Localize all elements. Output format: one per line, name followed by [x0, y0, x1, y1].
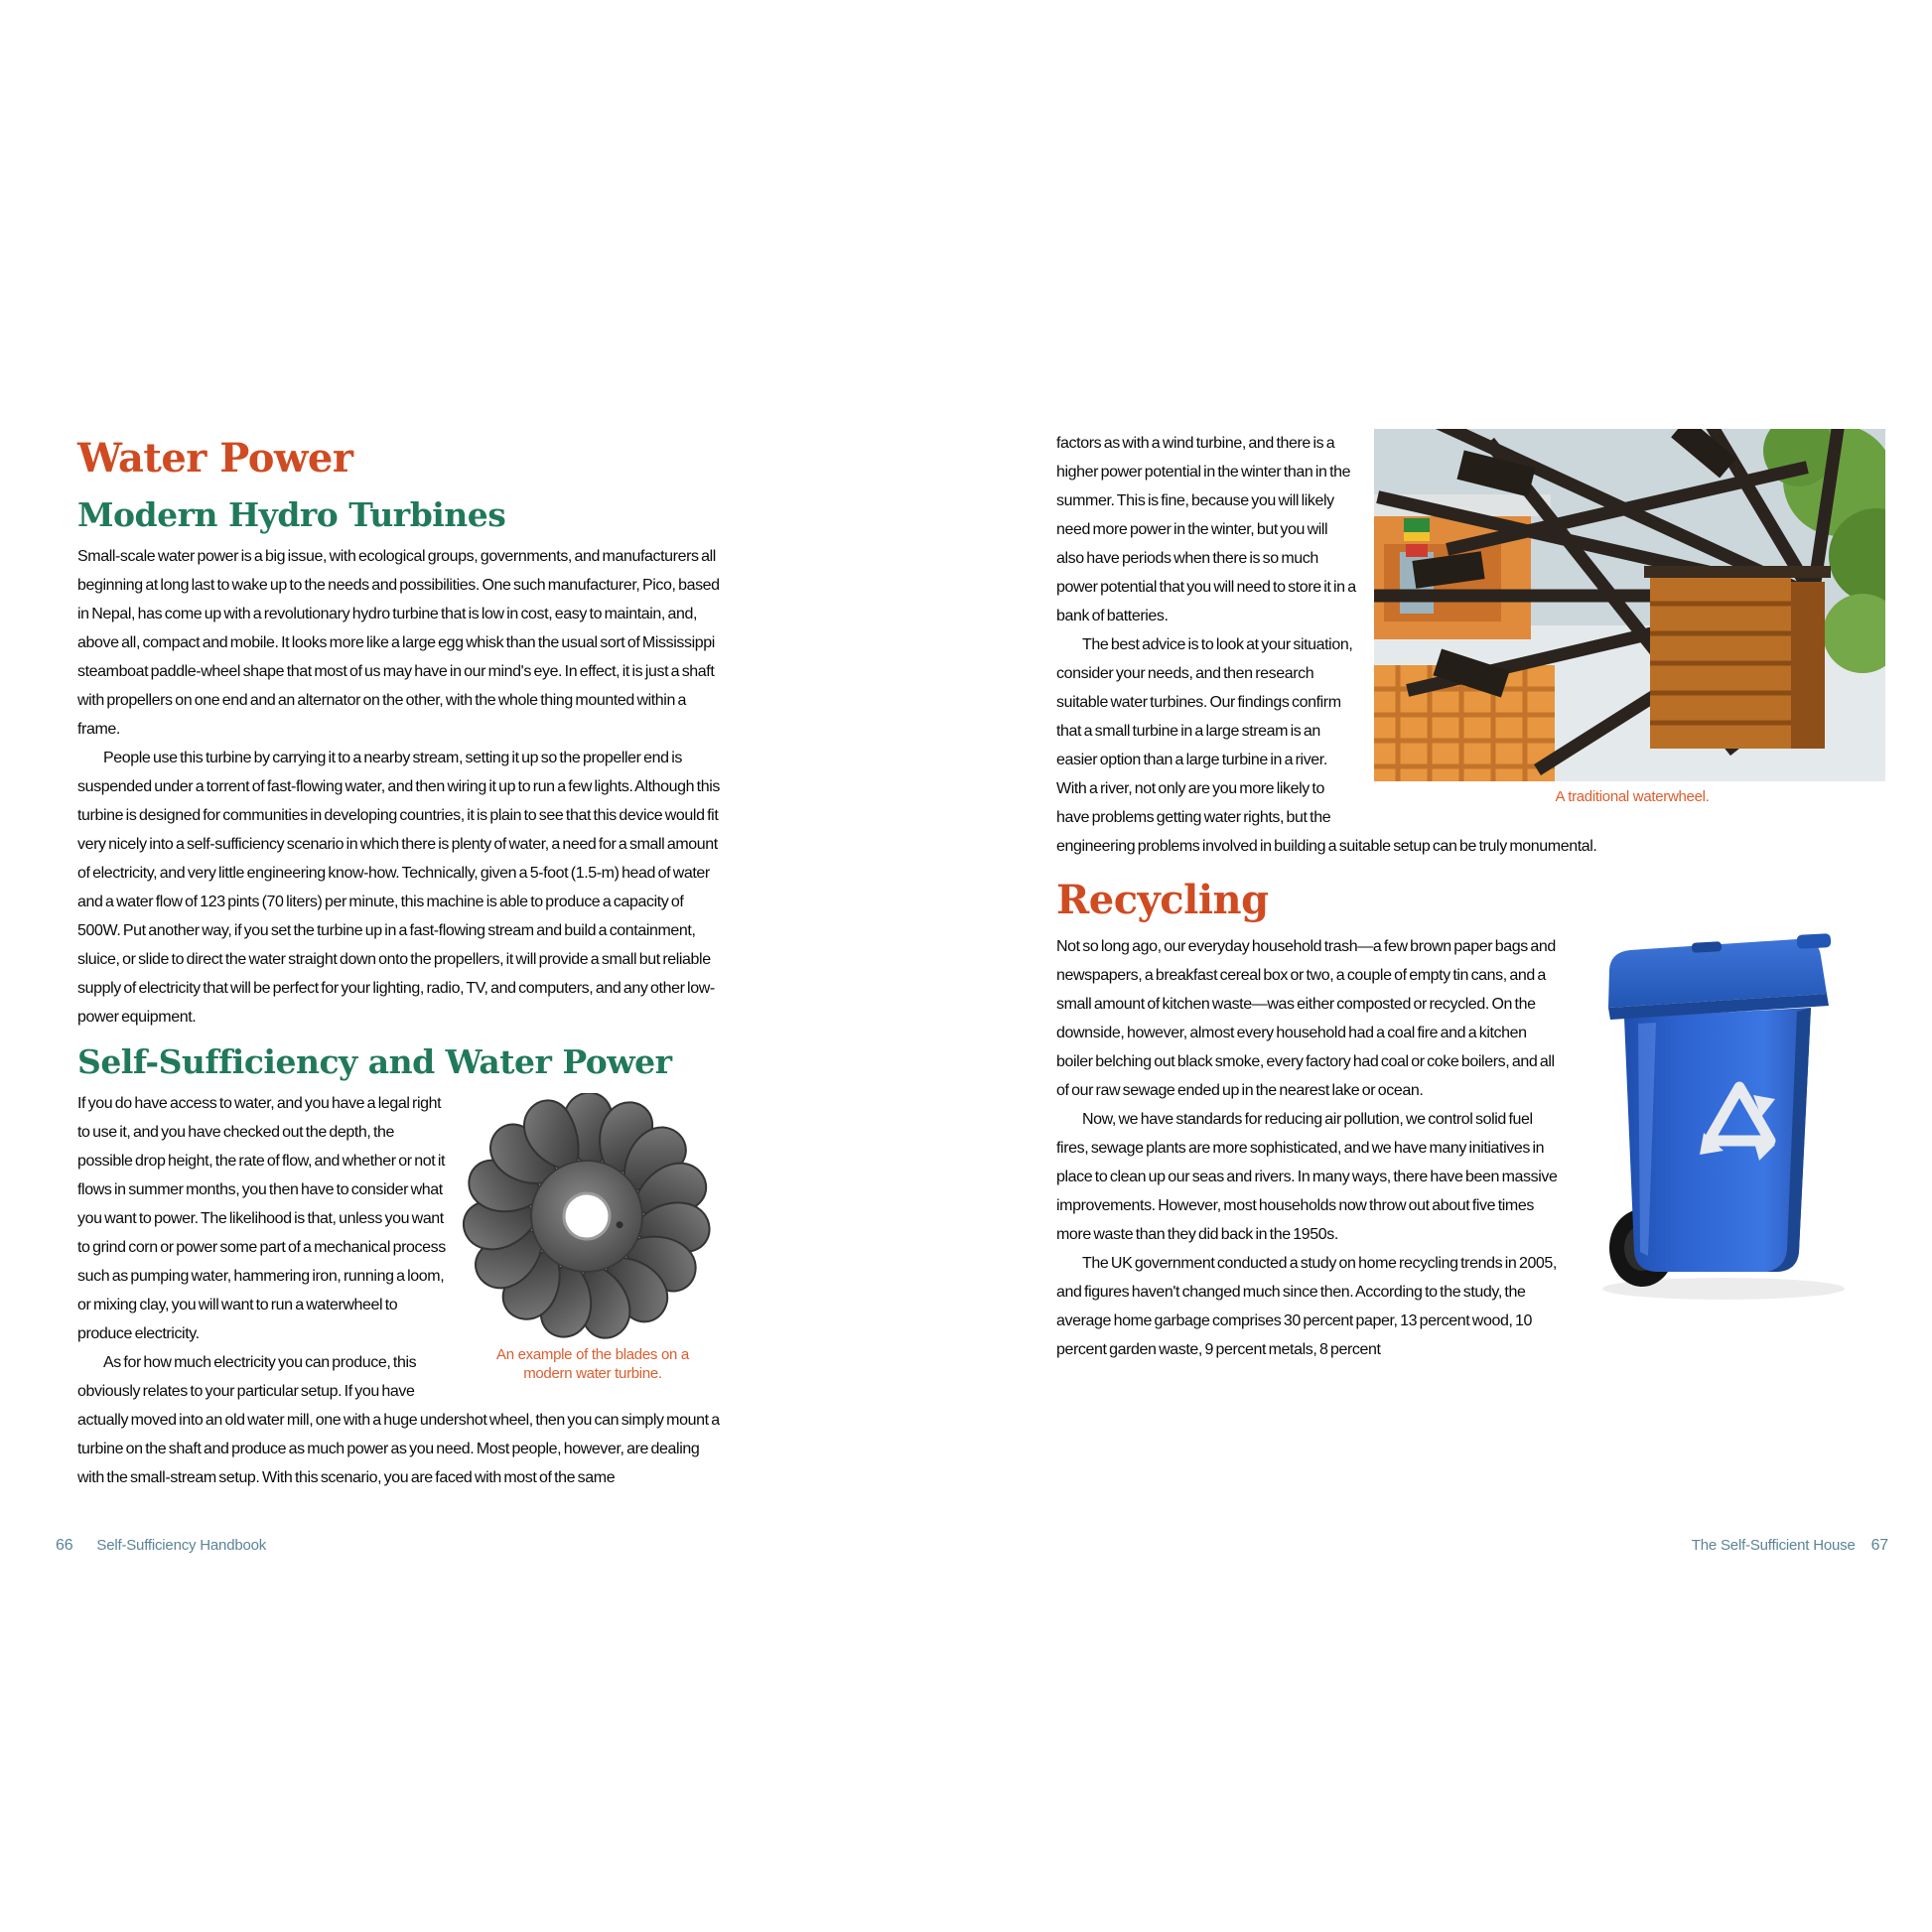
water-power-continued-section: [1056, 429, 1890, 861]
body-paragraph: factors as with a wind turbine, and there is a higher power potential in the winter than in the summer. This is fine, because you will likely need more power in the winter, but you will also have periods when there is so much power potential that you will need to store it in a bank of batteries.: [1056, 435, 1356, 624]
subsection-title-self-sufficiency-water-power: Self-Sufficiency and Water Power: [77, 1042, 672, 1081]
body-paragraph: Not so long ago, our everyday household trash—a few brown paper bags and newspapers, a breakfast cereal box or two, a couple of empty tin cans, and a small amount of kitchen waste—was either composted or recycled. On the downside, however, almost every household had a coal fire and a kitchen boiler belching out black smoke, every factory had coal or coke boilers, and all of our raw sewage ended up in the nearest lake or ocean.: [1056, 938, 1556, 1099]
self-sufficiency-section: [77, 1089, 723, 1492]
body-paragraph: Small-scale water power is a big issue, with ecological groups, governments, and manufacturers all beginning at long last to wake up to the needs and possibilities. One such manufacturer, Pico, based in Nepal, has come up with a revolutionary hydro turbine that is low in cost, easy to maintain, and, above all, compact and mobile. It looks more like a large egg whisk than the usual sort of Mississippi steamboat paddle-wheel shape that most of us may have in our mind's eye. In effect, it is just a shaft with propellers on one end and an alternator on the other, with the whole thing mounted within a frame.: [77, 548, 720, 738]
section-title-recycling: Recycling: [1056, 877, 1269, 923]
turbine-figure: [463, 1093, 723, 1383]
subsection-title-modern-hydro-turbines: Modern Hydro Turbines: [77, 495, 506, 534]
recycling-section: [1056, 879, 1890, 1364]
waterwheel-figure: [1374, 429, 1890, 806]
body-paragraph: As for how much electricity you can produce, this obviously relates to your particular setup. If you have actually moved into an old water mill, one with a huge undershot wheel, then you can simply mount a turbine on the shaft and produce as much power as you need. Most people, however, are dealing with the small-stream setup. With this scenario, you are faced with most of the same: [77, 1354, 720, 1486]
book-title: Self-Sufficiency Handbook: [96, 1537, 267, 1554]
body-paragraph: The best advice is to look at your situation, consider your needs, and then research suitable water turbines. Our findings confirm that a small turbine in a large stream is an easier option than a large turbine in a river. With a river, not only are you more likely to have problems getting water rights, but the engineering problems involved in building a suitable setup can be truly monumental.: [1056, 636, 1597, 855]
recycling-bin-figure: [1573, 906, 1890, 1304]
chapter-title: The Self-Sufficient House: [1691, 1537, 1856, 1554]
page-66: [77, 437, 723, 1492]
page-footer-left: [56, 1537, 266, 1555]
page-number: 67: [1870, 1537, 1888, 1554]
turbine-blades-image: [463, 1093, 711, 1339]
waterwheel-photo: [1374, 429, 1885, 781]
page-number: 66: [56, 1537, 73, 1554]
body-paragraph: The UK government conducted a study on home recycling trends in 2005, and figures haven't changed much since then. According to the study, the average home garbage comprises 30 percent paper, 13 percent wood, 10 percent garden waste, 9 percent metals, 8 percent: [1056, 1255, 1557, 1358]
page-footer-right: [1692, 1537, 1888, 1555]
waterwheel-caption: A traditional waterwheel.: [1555, 788, 1710, 805]
page-67: [1056, 429, 1890, 1364]
body-paragraph: Now, we have standards for reducing air pollution, we control solid fuel fires, sewage plants are more sophisticated, and we have many initiatives in place to clean up our seas and rivers. In many ways, there have been massive improvements. However, most households now throw out about five times more waste than they did back in the 1950s.: [1056, 1111, 1558, 1243]
recycling-bin-image: [1573, 906, 1870, 1304]
turbine-caption: An example of the blades on a modern water turbine.: [496, 1346, 689, 1382]
section-title-water-power: Water Power: [77, 435, 353, 482]
body-paragraph: If you do have access to water, and you have a legal right to use it, and you have checked out the depth, the possible drop height, the rate of flow, and whether or not it flows in summer months, you then have to consider what you want to power. The likelihood is that, unless you want to grind corn or power some part of a mechanical process such as pumping water, hammering iron, running a loom, or mixing clay, you will want to run a waterwheel to produce electricity.: [77, 1095, 446, 1342]
body-paragraph: People use this turbine by carrying it to a nearby stream, setting it up so the propeller end is suspended under a torrent of fast-flowing water, and then wiring it up to run a few lights. Although this turbine is designed for communities in developing countries, it is plain to see that this device would fit very nicely into a self-sufficiency scenario in which there is plenty of water, a need for a small amount of electricity, and very little engineering know-how. Technically, given a 5-foot (1.5-m) head of water and a water flow of 123 pints (70 liters) per minute, this machine is able to produce a capacity of 500W. Put another way, if you set the turbine up in a fast-flowing stream and build a containment, sluice, or slide to direct the water straight down onto the propellers, it will provide a small but reliable supply of electricity that will be perfect for your lighting, radio, TV, and computers, and any other low-power equipment.: [77, 750, 720, 1026]
